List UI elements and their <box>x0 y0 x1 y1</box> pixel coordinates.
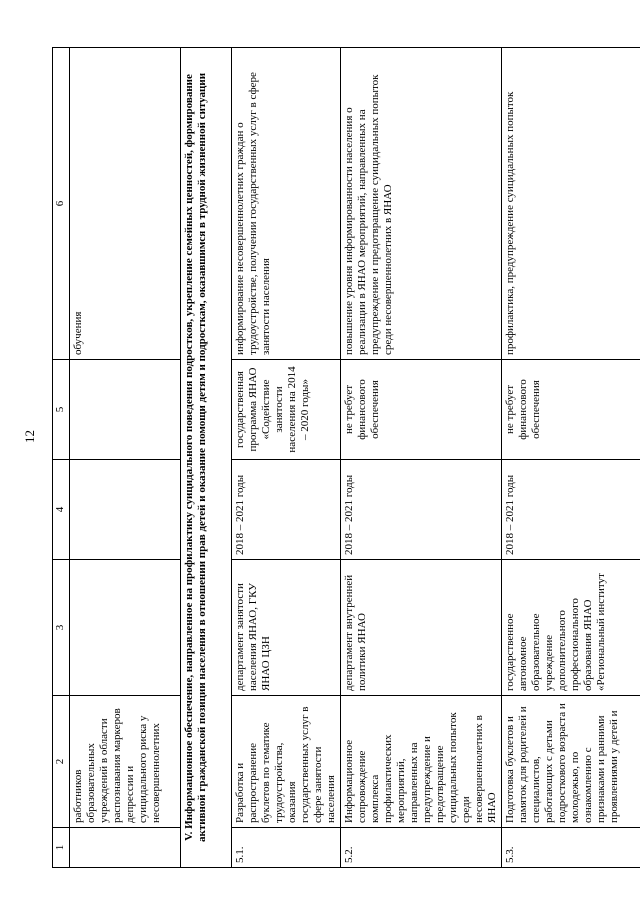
cell-executor: государственное автономное образовательное учреждение дополнительного профессионального образования ЯНАО «Региональный институт <box>502 560 640 696</box>
cell-measure: работников образовательных учреждений в области распознавания маркеров депрессии и суицидального риска у несовершеннолетних <box>70 696 181 828</box>
cell-num: 5.2. <box>341 828 502 868</box>
cell-executor <box>70 560 181 696</box>
cell-result: обучения <box>70 48 181 360</box>
measures-table <box>52 47 640 868</box>
cell-num: 5.3. <box>502 828 640 868</box>
table-row <box>232 48 341 868</box>
header-cell: 2 <box>53 696 70 828</box>
page-number: 12 <box>22 430 37 443</box>
cell-measure: Информационное сопровождение комплекса профилактических мероприятий, направленных на предупреждение и предотвращение суицидальных попыток среди несовершеннолетних в ЯНАО <box>341 696 502 828</box>
header-cell: 5 <box>53 360 70 460</box>
cell-measure: Разработка и распространение буклетов по тематике трудоустройства, оказания государственных услуг в сфере занятости населения <box>232 696 341 828</box>
cell-period: 2018 – 2021 годы <box>341 460 502 560</box>
section-heading-row <box>181 48 232 868</box>
cell-num <box>70 828 181 868</box>
cell-period: 2018 – 2021 годы <box>232 460 341 560</box>
rotated-table-page <box>52 48 620 868</box>
cell-result: профилактика, предупреждение суицидальных попыток <box>502 48 640 360</box>
table-row <box>502 48 640 868</box>
table-header-row <box>53 48 70 868</box>
cell-funding: не требует финансового обеспечения <box>341 360 502 460</box>
header-cell: 4 <box>53 460 70 560</box>
cell-measure: Подготовка буклетов и памяток для родителей и специалистов, работающих с детьми подросткового возраста и молодежью, по ознакомлению с признаками и ранними проявлениями у детей и <box>502 696 640 828</box>
cell-result: повышение уровня информированности населения о реализации в ЯНАО мероприятий, направленных на предупреждение и предотвращение суицидальных попыток среди несовершеннолетних в ЯНАО <box>341 48 502 360</box>
section-title: V. Информационное обеспечение, направленное на профилактику суицидального поведения подростков, укрепление семейных ценностей, формирование активной гражданской позиции населения в отношении прав детей и оказание помощи детям и подросткам, оказавшимся в трудной жизненной ситуации <box>181 48 232 868</box>
cell-num: 5.1. <box>232 828 341 868</box>
cell-funding <box>70 360 181 460</box>
cell-result: информирование несовершеннолетних граждан о трудоустройстве, получении государственных услуг в сфере занятости населения <box>232 48 341 360</box>
header-cell: 1 <box>53 828 70 868</box>
cell-funding: государственная программа ЯНАО «Содействие занятости населения на 2014 – 2020 годы» <box>232 360 341 460</box>
header-cell: 6 <box>53 48 70 360</box>
cell-funding: не требует финансового обеспечения <box>502 360 640 460</box>
table-row-continuation <box>70 48 181 868</box>
cell-period: 2018 – 2021 годы <box>502 460 640 560</box>
cell-executor: департамент занятости населения ЯНАО, ГКУ ЯНАО ЦЗН <box>232 560 341 696</box>
cell-executor: департамент внутренней политики ЯНАО <box>341 560 502 696</box>
cell-period <box>70 460 181 560</box>
header-cell: 3 <box>53 560 70 696</box>
table-row <box>341 48 502 868</box>
